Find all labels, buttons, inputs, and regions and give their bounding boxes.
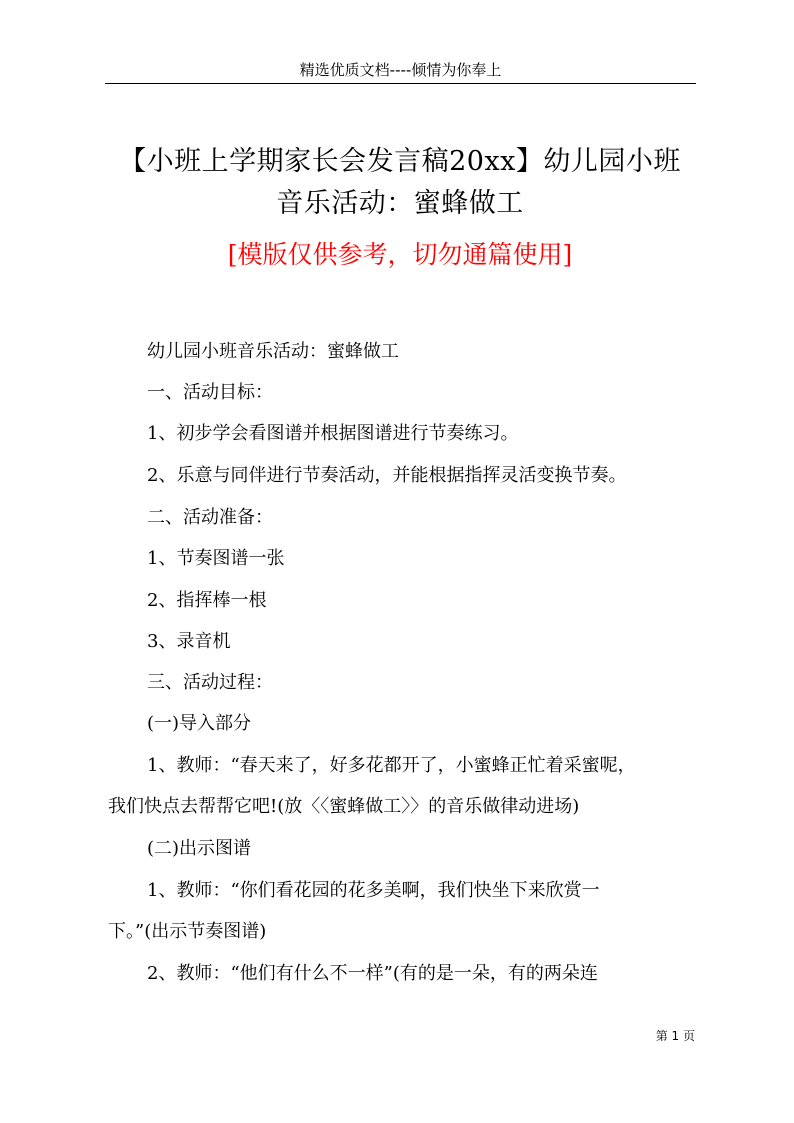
body-line: 1、教师：“你们看花园的花多美啊，我们快坐下来欣赏一	[147, 880, 600, 901]
body-line: 我们快点去帮帮它吧!(放〈〈蜜蜂做工〉〉的音乐做律动进场)	[108, 796, 580, 817]
body-line: (一)导入部分	[147, 713, 252, 734]
page-number: 第 1 页	[655, 1029, 695, 1043]
body-line: 2、教师：“他们有什么不一样”(有的是一朵，有的两朵连	[147, 963, 598, 984]
page-header: 精选优质文档----倾情为你奉上	[299, 61, 502, 79]
body-line: 幼儿园小班音乐活动：蜜蜂做工	[147, 341, 399, 362]
body-line: 2、乐意与同伴进行节奏活动，并能根据指挥灵活变换节奏。	[147, 465, 627, 486]
template-notice: [模版仅供参考，切勿通篇使用]	[227, 240, 573, 269]
document-title-line-2: 音乐活动：蜜蜂做工	[276, 188, 524, 219]
body-line: 2、指挥棒一根	[147, 590, 267, 611]
body-line: 3、录音机	[147, 631, 231, 652]
body-line: 一、活动目标：	[147, 382, 273, 403]
document-title-line-1: 【小班上学期家长会发言稿20xx】幼儿园小班	[119, 146, 681, 177]
body-line: (二)出示图谱	[147, 838, 252, 859]
body-line: 1、教师：“春天来了，好多花都开了，小蜜蜂正忙着采蜜呢，	[147, 755, 636, 776]
body-line: 1、节奏图谱一张	[147, 548, 285, 569]
header-rule	[105, 83, 696, 84]
body-line: 三、活动过程：	[147, 672, 273, 693]
body-line: 下。”(出示节奏图谱)	[108, 921, 267, 942]
body-line: 二、活动准备：	[147, 507, 273, 528]
body-line: 1、初步学会看图谱并根据图谱进行节奏练习。	[147, 423, 519, 444]
